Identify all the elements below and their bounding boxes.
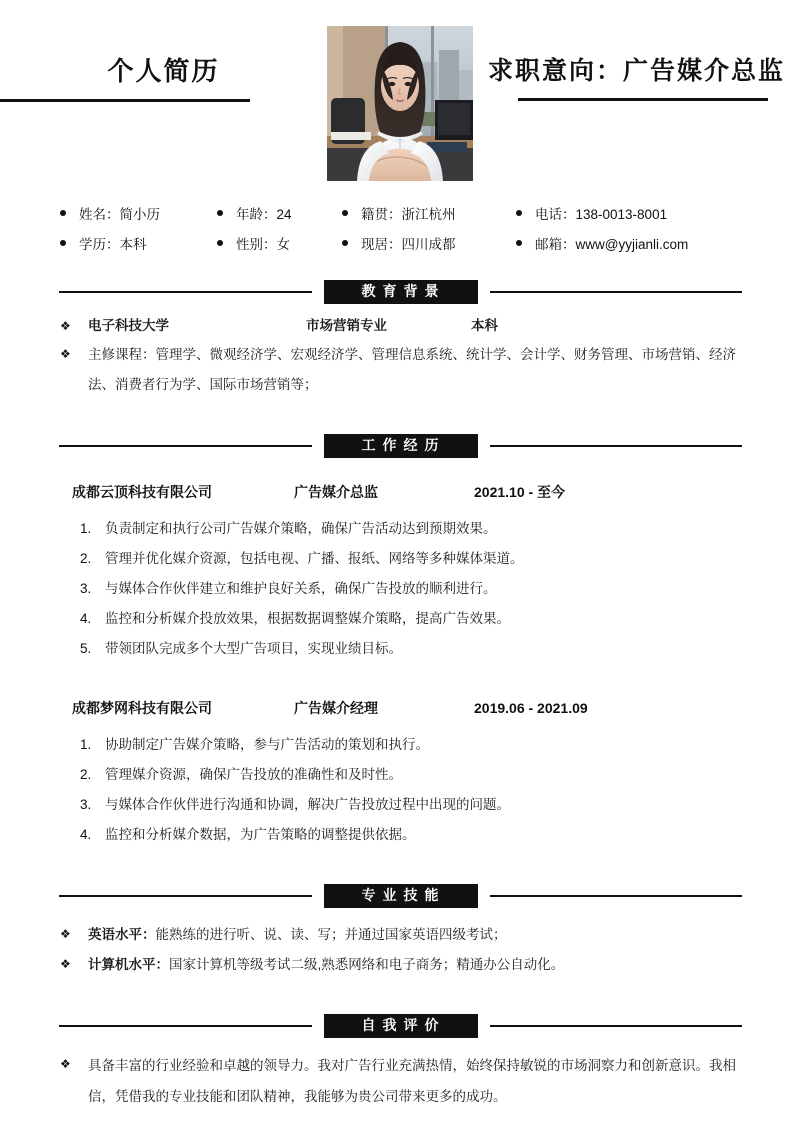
skill-label: 计算机水平： xyxy=(88,957,169,972)
job-duty xyxy=(60,514,742,544)
photo-container xyxy=(327,26,473,181)
section-rule-right xyxy=(490,1025,743,1028)
skill-label: 英语水平： xyxy=(88,927,156,942)
job-duty-text: 与媒体合作伙伴进行沟通和协调，解决广告投放过程中出现的问题。 xyxy=(105,797,510,812)
info-age xyxy=(217,203,342,223)
job-duty-index: 1. xyxy=(80,521,92,536)
section-rule-left xyxy=(59,1025,312,1028)
job-duty xyxy=(60,730,742,760)
bullet-dot-icon xyxy=(217,210,223,216)
job-duty-index: 3. xyxy=(80,797,92,812)
bullet-dot-icon xyxy=(60,210,66,216)
job-duty-text: 与媒体合作伙伴建立和维护良好关系，确保广告投放的顺利进行。 xyxy=(105,581,497,596)
skill-text: 国家计算机等级考试二级,熟悉网络和电子商务；精通办公自动化。 xyxy=(169,957,565,972)
section-header-education xyxy=(59,280,742,304)
education-major: 市场营销专业 xyxy=(306,318,387,333)
header-right-rule xyxy=(518,98,768,101)
education-entry-line xyxy=(88,312,742,340)
education-courses xyxy=(60,340,742,400)
education-school: 电子科技大学 xyxy=(88,318,169,333)
info-email xyxy=(516,233,688,253)
section-header-evaluation xyxy=(59,1014,742,1038)
job-duty-text: 协助制定广告媒介策略，参与广告活动的策划和执行。 xyxy=(105,737,429,752)
section-title-work: 工作经历 xyxy=(324,434,478,458)
job-duty xyxy=(60,634,742,664)
info-hometown-text: 籍贯：浙江杭州 xyxy=(361,207,456,222)
job-duty-index: 4. xyxy=(80,827,92,842)
job-duty-index: 3. xyxy=(80,581,92,596)
job-duty-text: 管理并优化媒介资源，包括电视、广播、报纸、网络等多种媒体渠道。 xyxy=(105,551,524,566)
header-right xyxy=(473,0,800,101)
job-title: 广告媒介总监 xyxy=(294,484,378,500)
avatar xyxy=(327,26,473,181)
basic-info xyxy=(0,198,800,258)
info-residence-text: 现居：四川成都 xyxy=(361,237,456,252)
job-header xyxy=(60,478,742,506)
section-header-work xyxy=(59,434,742,458)
work-block xyxy=(0,478,800,850)
evaluation-block xyxy=(0,1050,800,1112)
evaluation-item xyxy=(60,1050,742,1112)
basic-info-row xyxy=(60,228,742,258)
skill-item xyxy=(60,920,742,950)
header-left xyxy=(0,0,327,102)
job-company: 成都云顶科技有限公司 xyxy=(72,484,212,500)
section-rule-right xyxy=(490,445,743,448)
education-degree: 本科 xyxy=(471,318,498,333)
section-rule-left xyxy=(59,445,312,448)
job-duty-text: 带领团队完成多个大型广告项目，实现业绩目标。 xyxy=(105,641,402,656)
job-duty-text: 监控和分析媒介投放效果，根据数据调整媒介策略，提高广告效果。 xyxy=(105,611,510,626)
section-rule-left xyxy=(59,291,312,294)
section-rule-right xyxy=(490,895,743,898)
section-title-skills: 专业技能 xyxy=(324,884,478,908)
info-residence xyxy=(342,233,516,253)
job-duty xyxy=(60,574,742,604)
job-duty-text: 管理媒介资源，确保广告投放的准确性和及时性。 xyxy=(105,767,402,782)
resume-header xyxy=(0,0,800,180)
job-duty xyxy=(60,820,742,850)
section-title-evaluation: 自我评价 xyxy=(324,1014,478,1038)
section-rule-right xyxy=(490,291,743,294)
job-duty xyxy=(60,790,742,820)
job-duty-text: 负责制定和执行公司广告媒介策略，确保广告活动达到预期效果。 xyxy=(105,521,497,536)
bullet-dot-icon xyxy=(516,240,522,246)
info-name-text: 姓名：简小历 xyxy=(79,207,160,222)
job-objective: 求职意向：广告媒介总监 xyxy=(487,57,785,85)
diamond-bullet-icon: ❖ xyxy=(60,319,71,333)
job-entry xyxy=(60,478,742,664)
portrait-photo-icon xyxy=(327,26,473,181)
job-duty-index: 2. xyxy=(80,551,92,566)
job-company: 成都梦网科技有限公司 xyxy=(72,700,212,716)
diamond-bullet-icon: ❖ xyxy=(60,927,71,941)
job-duty-index: 4. xyxy=(80,611,92,626)
job-header xyxy=(60,694,742,722)
job-duty-index: 2. xyxy=(80,767,92,782)
diamond-bullet-icon: ❖ xyxy=(60,957,71,971)
info-phone-text: 电话：138-0013-8001 xyxy=(535,207,668,222)
skill-text: 能熟练的进行听、说、读、写；并通过国家英语四级考试； xyxy=(155,927,507,942)
bullet-dot-icon xyxy=(342,210,348,216)
job-date: 2019.06 - 2021.09 xyxy=(474,700,588,716)
info-gender-text: 性别：女 xyxy=(236,237,290,252)
info-education-level xyxy=(60,233,217,253)
info-hometown xyxy=(342,203,516,223)
diamond-bullet-icon: ❖ xyxy=(60,1057,71,1071)
job-duty-index: 5. xyxy=(80,641,92,656)
info-phone xyxy=(516,203,667,223)
diamond-bullet-icon: ❖ xyxy=(60,347,71,361)
page-title: 个人简历 xyxy=(107,56,220,86)
section-title-education: 教育背景 xyxy=(324,280,478,304)
info-name xyxy=(60,203,217,223)
skills-block xyxy=(0,920,800,980)
skill-item xyxy=(60,950,742,980)
bullet-dot-icon xyxy=(217,240,223,246)
job-date: 2021.10 - 至今 xyxy=(474,484,566,500)
info-education-level-text: 学历：本科 xyxy=(79,237,147,252)
job-duty-index: 1. xyxy=(80,737,92,752)
bullet-dot-icon xyxy=(60,240,66,246)
info-email-text: 邮箱：www@yyjianli.com xyxy=(535,237,689,252)
header-left-rule xyxy=(0,99,250,102)
education-courses-text: 主修课程：管理学、微观经济学、宏观经济学、管理信息系统、统计学、会计学、财务管理、市场营销、经济法、消费者行为学、国际市场营销等； xyxy=(88,347,736,392)
job-entry xyxy=(60,694,742,850)
job-title: 广告媒介经理 xyxy=(294,700,378,716)
job-duty xyxy=(60,760,742,790)
info-gender xyxy=(217,233,342,253)
education-block xyxy=(0,312,800,400)
education-entry xyxy=(60,312,742,340)
bullet-dot-icon xyxy=(342,240,348,246)
section-rule-left xyxy=(59,895,312,898)
section-header-skills xyxy=(59,884,742,908)
job-duty xyxy=(60,544,742,574)
basic-info-row xyxy=(60,198,742,228)
job-duty-text: 监控和分析媒介数据，为广告策略的调整提供依据。 xyxy=(105,827,416,842)
info-age-text: 年龄：24 xyxy=(236,207,292,222)
job-duty xyxy=(60,604,742,634)
bullet-dot-icon xyxy=(516,210,522,216)
evaluation-text: 具备丰富的行业经验和卓越的领导力。我对广告行业充满热情，始终保持敏锐的市场洞察力和创新意识。我相信，凭借我的专业技能和团队精神，我能够为贵公司带来更多的成功。 xyxy=(88,1058,736,1104)
